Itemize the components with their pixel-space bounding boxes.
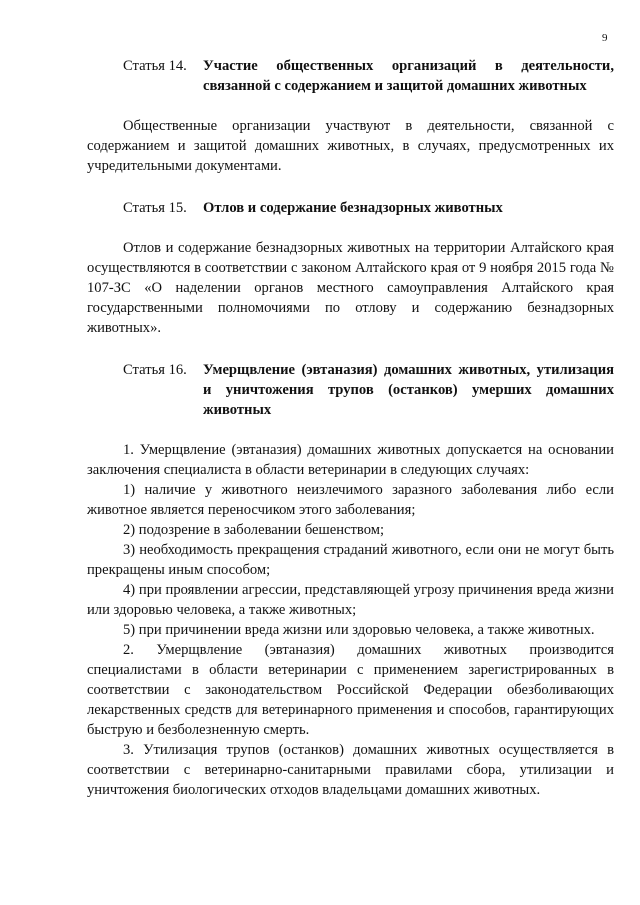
article-16-item-4: 4) при проявлении агрессии, представляющей угрозу причинения вреда жизни или здоровью человека, а также животных; — [87, 582, 614, 618]
article-14-title: Участие общественных организаций в деятельности, связанной с содержанием и защитой домашних животных — [203, 58, 614, 94]
article-16-paragraph-3: 3. Утилизация трупов (останков) домашних животных осуществляется в соответствии с ветеринарно-санитарными правилами сбора, утилизации и уничтожения биологических отходов владельцами домашних животных. — [87, 742, 614, 798]
article-16-item-5: 5) при причинении вреда жизни или здоровью человека, а также животных. — [123, 622, 595, 638]
article-16-number: Статья 16. — [123, 362, 187, 378]
article-16-item-3: 3) необходимость прекращения страданий животного, если они не могут быть прекращены иным способом; — [87, 542, 614, 578]
article-16-title: Умерщвление (эвтаназия) домашних животных, утилизация и уничтожения трупов (останков) умерших домашних животных — [203, 362, 614, 418]
article-15-heading — [87, 198, 614, 218]
document-body — [87, 56, 614, 800]
article-14-number: Статья 14. — [123, 58, 187, 74]
article-15-paragraph-1: Отлов и содержание безнадзорных животных на территории Алтайского края осуществляются в соответствии с законом Алтайского края от 9 ноября 2015 года № 107-ЗС «О наделении органов местного самоуправления Алтайского края государственными полномочиями по отлову и содержанию безнадзорных животных». — [87, 240, 614, 336]
article-16-item-2: 2) подозрение в заболевании бешенством; — [123, 522, 385, 538]
article-15-number: Статья 15. — [123, 200, 187, 216]
article-15-title: Отлов и содержание безнадзорных животных — [203, 200, 503, 216]
article-16-heading — [87, 360, 614, 420]
article-14-heading — [87, 56, 614, 96]
article-16-paragraph-1: 1. Умерщвление (эвтаназия) домашних животных допускается на основании заключения специалиста в области ветеринарии в следующих случаях: — [87, 442, 614, 478]
article-16-item-1: 1) наличие у животного неизлечимого заразного заболевания либо если животное является переносчиком этого заболевания; — [87, 482, 614, 518]
page-number: 9 — [602, 32, 608, 44]
article-16-paragraph-2: 2. Умерщвление (эвтаназия) домашних животных производится специалистами в области ветеринарии с применением зарегистрированных в соответствии с законодательством Российской Федерации обезболивающих лекарственных средств для ветеринарного применения и способов, гарантирующих быструю и безболезненную смерть. — [87, 642, 614, 738]
article-14-paragraph-1: Общественные организации участвуют в деятельности, связанной с содержанием и защитой домашних животных, в случаях, предусмотренных их учредительными документами. — [87, 118, 614, 174]
